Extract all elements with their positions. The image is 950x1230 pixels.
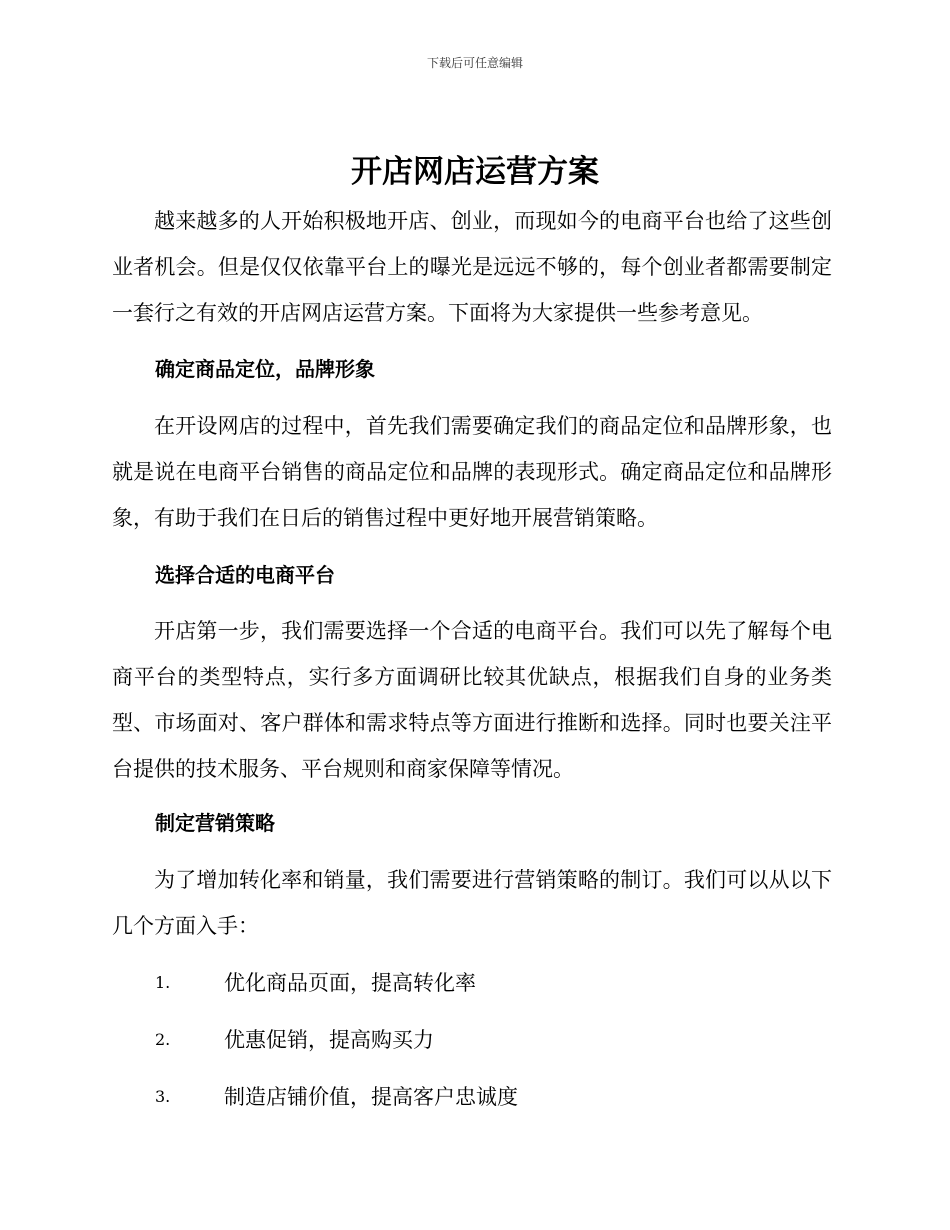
document-title: 开店网店运营方案 bbox=[351, 154, 599, 190]
section-body-positioning: 在开设网店的过程中，首先我们需要确定我们的商品定位和品牌形象，也就是说在电商平台销售的商品定位和品牌的表现形式。确定商品定位和品牌形象，有助于我们在日后的销售过程中更好地开展营销策略。 bbox=[112, 414, 832, 530]
section-heading-marketing: 制定营销策略 bbox=[155, 811, 275, 835]
list-item-text: 优化商品页面，提高转化率 bbox=[224, 971, 476, 995]
list-item bbox=[155, 1081, 518, 1111]
list-item-number: 3. bbox=[155, 1086, 171, 1106]
list-item-number: 2. bbox=[155, 1029, 171, 1049]
section-body-platform: 开店第一步，我们需要选择一个合适的电商平台。我们可以先了解每个电商平台的类型特点，实行多方面调研比较其优缺点，根据我们自身的业务类型、市场面对、客户群体和需求特点等方面进行推断和选择。同时也要关注平台提供的技术服务、平台规则和商家保障等情况。 bbox=[112, 619, 832, 781]
section-heading-positioning: 确定商品定位，品牌形象 bbox=[155, 357, 375, 381]
list-item bbox=[155, 967, 476, 997]
list-item-number: 1. bbox=[155, 972, 171, 992]
page-header-note: 下载后可任意编辑 bbox=[426, 56, 523, 70]
intro-paragraph: 越来越多的人开始积极地开店、创业，而现如今的电商平台也给了这些创业者机会。但是仅仅依靠平台上的曝光是远远不够的，每个创业者都需要制定一套行之有效的开店网店运营方案。下面将为大家提供一些参考意见。 bbox=[112, 209, 832, 325]
list-item-text: 制造店铺价值，提高客户忠诚度 bbox=[224, 1085, 518, 1109]
list-item-text: 优惠促销，提高购买力 bbox=[224, 1028, 434, 1052]
section-heading-platform: 选择合适的电商平台 bbox=[155, 563, 335, 587]
list-item bbox=[155, 1024, 434, 1054]
section-body-marketing: 为了增加转化率和销量，我们需要进行营销策略的制订。我们可以从以下几个方面入手： bbox=[112, 868, 832, 938]
